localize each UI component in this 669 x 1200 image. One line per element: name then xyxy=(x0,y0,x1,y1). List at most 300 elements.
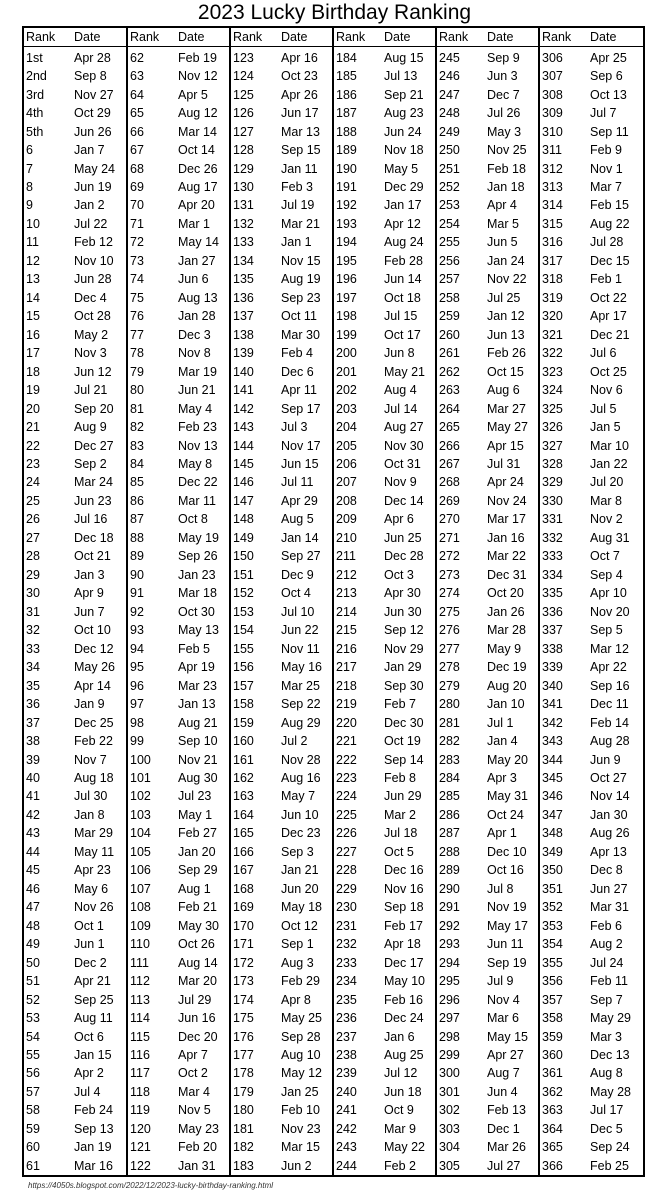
date-cell: Aug 6 xyxy=(487,383,520,398)
rank-cell: 294 xyxy=(439,955,460,970)
table-row xyxy=(128,584,229,602)
date-cell: May 4 xyxy=(178,401,213,416)
table-row xyxy=(128,455,229,473)
rank-cell: 90 xyxy=(130,567,144,582)
rank-cell: 121 xyxy=(130,1140,151,1155)
table-row xyxy=(24,1009,126,1027)
rank-cell: 72 xyxy=(130,235,144,250)
rank-cell: 231 xyxy=(336,918,357,933)
date-cell: Aug 23 xyxy=(384,106,424,121)
column-header xyxy=(128,28,229,46)
date-cell: Jan 1 xyxy=(281,235,312,250)
rank-cell: 169 xyxy=(233,900,254,915)
rank-cell: 274 xyxy=(439,586,460,601)
rank-header: Rank xyxy=(542,30,572,45)
rank-cell: 332 xyxy=(542,530,563,545)
date-cell: Oct 9 xyxy=(384,1103,414,1118)
table-row xyxy=(334,621,435,639)
table-row xyxy=(540,732,643,750)
table-row xyxy=(540,436,643,454)
header-divider xyxy=(128,46,229,47)
date-cell: Jun 10 xyxy=(281,807,319,822)
rank-cell: 60 xyxy=(26,1140,40,1155)
date-header: Date xyxy=(384,30,411,45)
date-cell: Sep 8 xyxy=(74,69,107,84)
rank-cell: 339 xyxy=(542,660,563,675)
rank-cell: 264 xyxy=(439,401,460,416)
date-cell: Jul 15 xyxy=(384,309,418,324)
table-column xyxy=(126,28,229,1175)
rank-cell: 280 xyxy=(439,697,460,712)
date-cell: Nov 5 xyxy=(178,1103,211,1118)
rank-cell: 256 xyxy=(439,253,460,268)
table-row xyxy=(24,676,126,694)
table-row xyxy=(334,953,435,971)
table-row xyxy=(231,48,332,66)
table-row xyxy=(334,455,435,473)
table-row xyxy=(540,178,643,196)
date-cell: Feb 6 xyxy=(590,918,622,933)
rank-cell: 337 xyxy=(542,623,563,638)
table-row xyxy=(334,843,435,861)
table-row xyxy=(437,566,538,584)
rank-cell: 241 xyxy=(336,1103,357,1118)
date-cell: Nov 8 xyxy=(178,346,211,361)
date-cell: Jan 29 xyxy=(384,660,422,675)
rank-cell: 131 xyxy=(233,198,254,213)
date-header: Date xyxy=(178,30,205,45)
date-cell: Jun 8 xyxy=(384,346,415,361)
date-cell: Oct 23 xyxy=(281,69,318,84)
date-cell: Apr 30 xyxy=(384,586,421,601)
rank-cell: 220 xyxy=(336,715,357,730)
date-cell: Jan 20 xyxy=(178,844,216,859)
rank-cell: 115 xyxy=(130,1029,150,1044)
rank-cell: 46 xyxy=(26,881,40,896)
rank-cell: 132 xyxy=(233,216,254,231)
table-row xyxy=(24,344,126,362)
table-row xyxy=(540,381,643,399)
table-row xyxy=(24,621,126,639)
rank-cell: 12 xyxy=(26,253,40,268)
date-cell: Nov 1 xyxy=(590,161,623,176)
rank-cell: 275 xyxy=(439,604,460,619)
table-row xyxy=(231,326,332,344)
table-row xyxy=(437,898,538,916)
date-cell: Jun 27 xyxy=(590,881,628,896)
table-row xyxy=(540,1046,643,1064)
date-cell: Feb 4 xyxy=(281,346,313,361)
date-cell: Feb 27 xyxy=(178,826,217,841)
rank-header: Rank xyxy=(233,30,263,45)
rank-cell: 353 xyxy=(542,918,563,933)
table-row xyxy=(540,455,643,473)
table-row xyxy=(24,824,126,842)
rank-cell: 209 xyxy=(336,512,357,527)
date-cell: Oct 13 xyxy=(590,87,627,102)
date-cell: May 23 xyxy=(178,1121,219,1136)
rank-cell: 149 xyxy=(233,530,254,545)
rank-cell: 319 xyxy=(542,290,563,305)
date-cell: Jun 5 xyxy=(487,235,518,250)
table-row xyxy=(24,1064,126,1082)
table-row xyxy=(437,381,538,399)
date-cell: May 19 xyxy=(178,530,219,545)
table-row xyxy=(540,547,643,565)
date-cell: Sep 11 xyxy=(590,124,629,139)
table-row xyxy=(540,362,643,380)
rank-cell: 50 xyxy=(26,955,40,970)
table-row xyxy=(540,1083,643,1101)
date-cell: Dec 31 xyxy=(487,567,527,582)
date-cell: Oct 2 xyxy=(178,1066,208,1081)
table-row xyxy=(128,1138,229,1156)
rank-cell: 100 xyxy=(130,752,151,767)
column-header xyxy=(540,28,643,46)
date-cell: Dec 29 xyxy=(384,179,424,194)
date-cell: Jun 7 xyxy=(74,604,105,619)
table-row xyxy=(437,399,538,417)
date-cell: Dec 21 xyxy=(590,327,630,342)
date-cell: May 21 xyxy=(384,364,425,379)
date-cell: Sep 10 xyxy=(178,734,218,749)
date-cell: Feb 29 xyxy=(281,974,320,989)
date-cell: Jul 16 xyxy=(74,512,108,527)
table-row xyxy=(540,658,643,676)
rank-cell: 137 xyxy=(233,309,254,324)
table-row xyxy=(334,1009,435,1027)
date-cell: Mar 25 xyxy=(281,678,320,693)
table-row xyxy=(334,1101,435,1119)
table-row xyxy=(334,473,435,491)
table-row xyxy=(24,658,126,676)
table-row xyxy=(334,603,435,621)
rank-cell: 135 xyxy=(233,272,254,287)
header-divider xyxy=(334,46,435,47)
table-row xyxy=(24,67,126,85)
date-cell: May 29 xyxy=(590,1011,631,1026)
date-cell: Dec 9 xyxy=(281,567,314,582)
table-row xyxy=(231,307,332,325)
date-cell: Dec 11 xyxy=(590,697,629,712)
date-cell: Dec 10 xyxy=(487,844,527,859)
table-row xyxy=(231,141,332,159)
table-row xyxy=(334,159,435,177)
rank-cell: 246 xyxy=(439,69,460,84)
table-row xyxy=(24,252,126,270)
table-row xyxy=(231,1046,332,1064)
table-row xyxy=(24,473,126,491)
rank-cell: 331 xyxy=(542,512,563,527)
date-cell: Dec 27 xyxy=(74,438,114,453)
date-cell: Dec 18 xyxy=(74,530,114,545)
table-row xyxy=(540,843,643,861)
date-cell: Jul 17 xyxy=(590,1103,624,1118)
rank-cell: 229 xyxy=(336,881,357,896)
date-cell: Jul 23 xyxy=(178,789,212,804)
table-row xyxy=(128,1083,229,1101)
rank-cell: 152 xyxy=(233,586,254,601)
table-row xyxy=(437,935,538,953)
table-row xyxy=(437,510,538,528)
date-cell: Jan 13 xyxy=(178,697,216,712)
table-row xyxy=(540,215,643,233)
date-cell: Aug 22 xyxy=(590,216,630,231)
table-row xyxy=(24,843,126,861)
rank-cell: 78 xyxy=(130,346,144,361)
date-cell: Mar 3 xyxy=(590,1029,622,1044)
rank-cell: 237 xyxy=(336,1029,357,1044)
table-row xyxy=(540,695,643,713)
table-row xyxy=(128,381,229,399)
rank-cell: 15 xyxy=(26,309,40,324)
date-cell: Dec 13 xyxy=(590,1048,630,1063)
date-cell: Jan 7 xyxy=(74,143,105,158)
table-row xyxy=(437,621,538,639)
rank-cell: 344 xyxy=(542,752,563,767)
date-cell: Oct 21 xyxy=(74,549,111,564)
date-cell: May 3 xyxy=(487,124,522,139)
rank-cell: 364 xyxy=(542,1121,563,1136)
date-cell: Mar 16 xyxy=(74,1158,113,1173)
rank-cell: 23 xyxy=(26,457,40,472)
date-cell: Nov 11 xyxy=(281,641,320,656)
table-row xyxy=(231,658,332,676)
table-row xyxy=(128,270,229,288)
date-cell: Sep 27 xyxy=(281,549,321,564)
rank-cell: 288 xyxy=(439,844,460,859)
table-row xyxy=(231,252,332,270)
date-cell: May 27 xyxy=(487,420,528,435)
rank-cell: 101 xyxy=(130,770,151,785)
table-row xyxy=(437,270,538,288)
rank-cell: 163 xyxy=(233,789,254,804)
date-cell: Mar 31 xyxy=(590,900,629,915)
rank-cell: 155 xyxy=(233,641,254,656)
date-cell: Apr 4 xyxy=(487,198,517,213)
date-cell: Aug 14 xyxy=(178,955,218,970)
table-row xyxy=(24,898,126,916)
date-cell: Oct 16 xyxy=(487,863,524,878)
rank-cell: 49 xyxy=(26,937,40,952)
rank-cell: 257 xyxy=(439,272,460,287)
date-cell: Jun 3 xyxy=(487,69,518,84)
rank-cell: 285 xyxy=(439,789,460,804)
date-cell: Jun 15 xyxy=(281,457,319,472)
table-row xyxy=(231,1138,332,1156)
table-row xyxy=(231,1083,332,1101)
rank-cell: 302 xyxy=(439,1103,460,1118)
table-row xyxy=(540,603,643,621)
date-cell: Jul 24 xyxy=(590,955,624,970)
date-cell: May 25 xyxy=(281,1011,322,1026)
date-cell: Apr 6 xyxy=(384,512,414,527)
date-cell: Mar 4 xyxy=(178,1084,210,1099)
date-cell: Nov 13 xyxy=(178,438,218,453)
date-cell: Mar 5 xyxy=(487,216,519,231)
rank-cell: 138 xyxy=(233,327,254,342)
table-row xyxy=(540,769,643,787)
table-row xyxy=(231,566,332,584)
date-cell: Jul 30 xyxy=(74,789,108,804)
date-cell: Nov 10 xyxy=(74,253,114,268)
column-header xyxy=(231,28,332,46)
rank-cell: 7 xyxy=(26,161,33,176)
table-row xyxy=(540,1157,643,1175)
date-cell: Jan 17 xyxy=(384,198,422,213)
date-cell: Sep 3 xyxy=(281,844,314,859)
rank-cell: 333 xyxy=(542,549,563,564)
table-row xyxy=(540,233,643,251)
ranking-table xyxy=(22,26,645,1177)
date-cell: Dec 4 xyxy=(74,290,107,305)
date-cell: Jul 4 xyxy=(74,1084,101,1099)
date-cell: Feb 16 xyxy=(384,992,423,1007)
date-cell: Oct 1 xyxy=(74,918,104,933)
table-row xyxy=(540,196,643,214)
date-cell: Apr 2 xyxy=(74,1066,104,1081)
date-cell: Jan 8 xyxy=(74,807,105,822)
date-cell: Mar 28 xyxy=(487,623,526,638)
rank-cell: 184 xyxy=(336,50,357,65)
rank-cell: 205 xyxy=(336,438,357,453)
table-row xyxy=(540,1064,643,1082)
date-cell: Jul 28 xyxy=(590,235,624,250)
table-row xyxy=(437,48,538,66)
rank-cell: 273 xyxy=(439,567,460,582)
date-cell: Sep 15 xyxy=(281,143,321,158)
table-row xyxy=(334,307,435,325)
rank-cell: 176 xyxy=(233,1029,254,1044)
date-cell: Sep 16 xyxy=(590,678,630,693)
table-row xyxy=(24,196,126,214)
table-row xyxy=(540,1120,643,1138)
date-cell: Apr 15 xyxy=(487,438,524,453)
table-row xyxy=(231,806,332,824)
table-row xyxy=(334,880,435,898)
rank-cell: 259 xyxy=(439,309,460,324)
rank-cell: 160 xyxy=(233,734,254,749)
date-cell: Jan 12 xyxy=(487,309,525,324)
rank-cell: 151 xyxy=(233,567,254,582)
table-row xyxy=(24,713,126,731)
date-cell: Mar 11 xyxy=(178,493,216,508)
table-row xyxy=(128,639,229,657)
rank-cell: 202 xyxy=(336,383,357,398)
date-cell: Mar 29 xyxy=(74,826,113,841)
date-cell: Feb 15 xyxy=(590,198,629,213)
rank-cell: 24 xyxy=(26,475,40,490)
rank-cell: 265 xyxy=(439,420,460,435)
table-row xyxy=(231,1027,332,1045)
date-cell: Dec 8 xyxy=(590,863,623,878)
date-cell: Nov 23 xyxy=(281,1121,321,1136)
table-row xyxy=(437,695,538,713)
rank-cell: 329 xyxy=(542,475,563,490)
table-row xyxy=(24,750,126,768)
rank-cell: 306 xyxy=(542,50,563,65)
date-cell: Oct 17 xyxy=(384,327,421,342)
table-row xyxy=(334,713,435,731)
rank-cell: 334 xyxy=(542,567,563,582)
rank-cell: 43 xyxy=(26,826,40,841)
rank-cell: 238 xyxy=(336,1048,357,1063)
rank-cell: 93 xyxy=(130,623,144,638)
rank-cell: 190 xyxy=(336,161,357,176)
date-cell: Jul 10 xyxy=(281,604,315,619)
table-row xyxy=(334,326,435,344)
rank-cell: 39 xyxy=(26,752,40,767)
date-cell: Feb 2 xyxy=(384,1158,416,1173)
date-cell: Oct 12 xyxy=(281,918,318,933)
table-row xyxy=(437,67,538,85)
date-cell: Feb 22 xyxy=(74,734,113,749)
rank-cell: 175 xyxy=(233,1011,254,1026)
date-cell: Jul 12 xyxy=(384,1066,418,1081)
date-cell: Aug 7 xyxy=(487,1066,520,1081)
table-row xyxy=(128,806,229,824)
rank-cell: 267 xyxy=(439,457,460,472)
date-cell: Jan 2 xyxy=(74,198,105,213)
table-row xyxy=(334,566,435,584)
table-row xyxy=(437,1157,538,1175)
rank-cell: 10 xyxy=(26,216,40,231)
table-column xyxy=(229,28,332,1175)
table-row xyxy=(540,566,643,584)
date-cell: Jul 25 xyxy=(487,290,521,305)
rank-cell: 186 xyxy=(336,87,357,102)
table-row xyxy=(231,362,332,380)
table-row xyxy=(437,990,538,1008)
date-cell: Oct 31 xyxy=(384,457,421,472)
table-row xyxy=(24,935,126,953)
rank-cell: 183 xyxy=(233,1158,254,1173)
table-row xyxy=(24,529,126,547)
table-row xyxy=(231,344,332,362)
date-cell: Feb 23 xyxy=(178,420,217,435)
table-row xyxy=(437,1120,538,1138)
rank-cell: 171 xyxy=(233,937,254,952)
date-cell: Jan 27 xyxy=(178,253,216,268)
date-cell: Nov 24 xyxy=(487,493,527,508)
table-row xyxy=(231,289,332,307)
date-cell: May 1 xyxy=(178,807,213,822)
date-cell: Dec 15 xyxy=(590,253,630,268)
table-row xyxy=(231,584,332,602)
date-cell: Jul 5 xyxy=(590,401,617,416)
date-cell: Jul 14 xyxy=(384,401,418,416)
rank-cell: 279 xyxy=(439,678,460,693)
date-cell: Jul 19 xyxy=(281,198,315,213)
table-row xyxy=(540,621,643,639)
rank-cell: 91 xyxy=(130,586,144,601)
date-cell: Aug 13 xyxy=(178,290,218,305)
date-cell: Dec 22 xyxy=(178,475,218,490)
date-cell: Nov 4 xyxy=(487,992,520,1007)
table-row xyxy=(24,510,126,528)
rank-cell: 324 xyxy=(542,383,563,398)
date-cell: Nov 7 xyxy=(74,752,107,767)
table-row xyxy=(437,732,538,750)
date-cell: Jun 17 xyxy=(281,106,319,121)
rank-cell: 226 xyxy=(336,826,357,841)
rank-cell: 123 xyxy=(233,50,254,65)
table-row xyxy=(540,1027,643,1045)
table-row xyxy=(128,1046,229,1064)
table-row xyxy=(231,381,332,399)
date-cell: Jan 10 xyxy=(487,697,525,712)
table-row xyxy=(128,935,229,953)
